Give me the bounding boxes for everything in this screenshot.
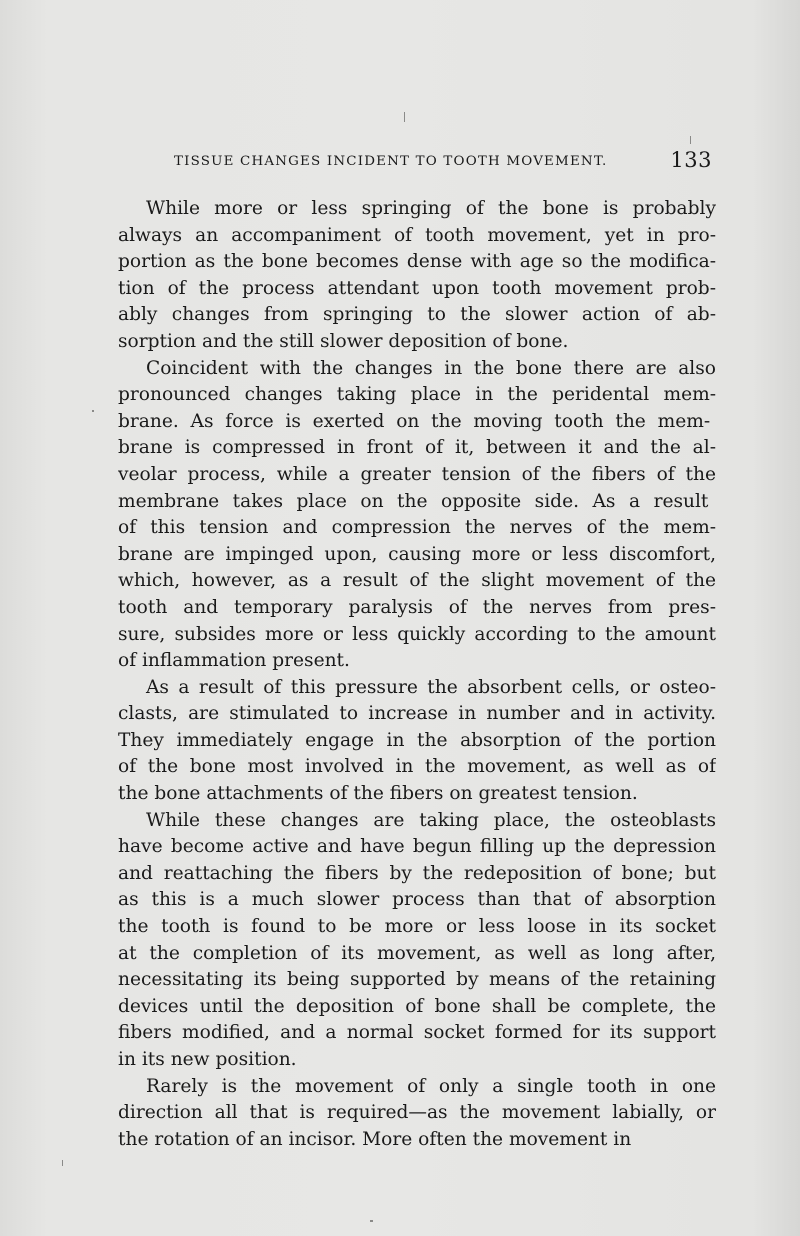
text-line: always an accompaniment of tooth movement, yet in pro- <box>118 224 716 246</box>
text-line: at the completion of its movement, as well as long after, <box>118 942 716 964</box>
text-line: of this tension and compression the nerves of the mem- <box>118 517 716 539</box>
text-line: necessitating its being supported by means of the retaining <box>118 969 716 991</box>
text-line: of inflammation present. <box>118 650 350 672</box>
text-line: in its new position. <box>118 1049 297 1070</box>
text-line: tooth and temporary paralysis of the nerves from pres- <box>118 596 716 618</box>
text-line: fibers modified, and a normal socket formed for its support <box>118 1022 716 1044</box>
text-line: the bone attachments of the fibers on greatest tension. <box>118 783 638 805</box>
scan-speck <box>370 1220 373 1222</box>
text-line: have become active and have begun filling up the depression <box>118 836 716 858</box>
scan-speck <box>690 136 691 144</box>
text-line: While these changes are taking place, the osteoblasts <box>146 809 716 831</box>
text-line: tion of the process attendant upon tooth movement prob- <box>118 277 716 299</box>
text-line: devices until the deposition of bone shall be complete, the <box>118 995 716 1017</box>
text-line: Rarely is the movement of only a single tooth in one <box>146 1075 716 1097</box>
text-line: membrane takes place on the opposite side. As a result <box>118 490 709 512</box>
text-line: pronounced changes taking place in the peridental mem- <box>118 384 716 406</box>
text-line: of the bone most involved in the movement, as well as of <box>118 756 716 778</box>
text-line: brane is compressed in front of it, between it and the al- <box>118 437 716 459</box>
text-line: ably changes from springing to the slower action of ab- <box>118 304 716 326</box>
text-line: brane. As force is exerted on the moving tooth the mem- <box>118 410 711 432</box>
text-line: and reattaching the fibers by the redeposition of bone; but <box>118 862 716 884</box>
scan-speck <box>62 1160 63 1166</box>
text-line: the rotation of an incisor. More often the movement in <box>118 1128 632 1150</box>
text-line: Coincident with the changes in the bone there are also <box>146 357 716 379</box>
text-line: which, however, as a result of the slight movement of the <box>118 570 716 592</box>
scan-speck <box>404 112 405 122</box>
text-line: They immediately engage in the absorption of the portion <box>118 729 716 751</box>
text-line: direction all that is required—as the movement labially, or <box>118 1102 716 1124</box>
text-line: sorption and the still slower deposition of bone. <box>118 330 569 352</box>
running-title: TISSUE CHANGES INCIDENT TO TOOTH MOVEMENT. <box>174 154 608 169</box>
text-line: While more or less springing of the bone is probably <box>146 198 716 219</box>
text-line: as this is a much slower process than that of absorption <box>118 889 716 911</box>
running-head <box>118 148 712 178</box>
text-line: brane are impinged upon, causing more or less discomfort, <box>118 543 716 565</box>
text-line: the tooth is found to be more or less loose in its socket <box>118 916 716 938</box>
text-line: portion as the bone becomes dense with age so the modifica- <box>118 251 716 273</box>
text-line: clasts, are stimulated to increase in number and in activity. <box>118 703 716 725</box>
text-line: sure, subsides more or less quickly according to the amount <box>118 623 716 645</box>
text-line: As a result of this pressure the absorbent cells, or osteo- <box>146 676 716 698</box>
page-number: 133 <box>670 148 712 172</box>
text-line: veolar process, while a greater tension of the fibers of the <box>118 463 716 485</box>
body-text <box>118 196 716 1153</box>
scan-speck <box>92 410 94 412</box>
